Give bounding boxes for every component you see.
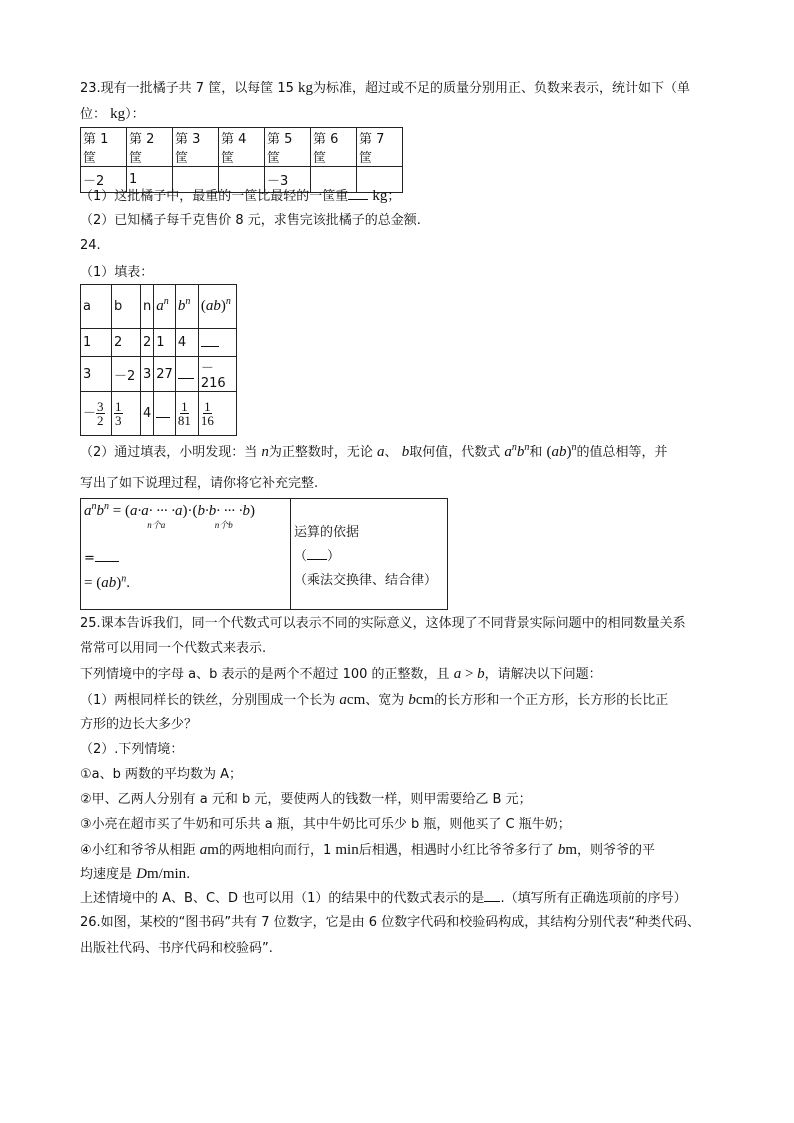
q24-power-table [80, 284, 237, 436]
q25-case-2: ②甲、乙两人分别有 a 元和 b 元，要使两人的钱数一样，则甲需要给乙 B 元； [80, 792, 532, 807]
cell: 4 [141, 392, 154, 436]
answer-blank [484, 889, 500, 902]
value-cell: －2 [81, 167, 127, 193]
text: .（填写所有正确选项前的序号） [500, 891, 687, 906]
q26-line1: 26.如图，某校的“图书码”共有 7 位数字，它是由 6 位数字代码和校验码构成，其结构分别代表“种类代码、 [80, 915, 700, 930]
paren-close: ） [327, 549, 341, 564]
header-ab-pow-n: (ab)$^n$ [198, 285, 236, 329]
caption-n-a: n个a [147, 520, 166, 530]
text: 后相遇，相遇时小红比爷爷多行了 [358, 843, 558, 858]
q25-line3 [80, 665, 602, 684]
cell-one-third [112, 392, 141, 436]
proof-step-3: = (ab)$^n$. [84, 573, 130, 591]
q25-case-4-line1: ④小红和爷爷从相距 am的两地相向而行，1 min后相遇，相遇时小红比爷爷多行了 bm，则爷爷的平 [80, 842, 656, 858]
answer-blank [201, 334, 219, 347]
cell: 4 [175, 329, 198, 357]
header-cell: 第 2 筐 [127, 128, 173, 167]
answer-blank [156, 405, 170, 418]
header-a: a [81, 285, 112, 329]
fraction [96, 400, 105, 427]
header-cell: 第 1 筐 [81, 128, 127, 167]
numerator: 1 [181, 399, 188, 414]
header-cell: 第 7 筐 [357, 128, 403, 167]
q25-case-3: ③小亮在超市买了牛奶和可乐共 a 瓶，其中牛奶比可乐少 b 瓶，则他买了 C 瓶牛奶； [80, 817, 571, 832]
var-a: a [377, 444, 385, 460]
answer-blank [95, 549, 119, 562]
proof-step-2 [84, 549, 119, 566]
numerator: 1 [115, 399, 122, 414]
var-n: n [261, 444, 269, 460]
q25-part1-line2: 方形的边长大多少？ [80, 717, 198, 732]
caption-n-b: n个b [214, 520, 233, 530]
header-cell: 第 4 筐 [219, 128, 265, 167]
q25-part2-label: （2）.下列情境： [80, 742, 184, 757]
q23-line2 [80, 105, 145, 124]
answer-blank-cell [175, 357, 198, 392]
header-n: n [141, 285, 154, 329]
cell: －216 [198, 357, 236, 392]
cell-one-81 [175, 392, 198, 436]
fraction [201, 400, 214, 427]
cell-one-16 [198, 392, 236, 436]
text: 取何值，代数式 [409, 445, 505, 460]
header-b: b [112, 285, 141, 329]
q24-part2-line2: 写出了如下说理过程，请你将它补充完整. [80, 476, 319, 491]
expr-ab-n: (ab)$^n$ [546, 442, 577, 460]
unit-kg: kg [298, 80, 314, 96]
text: 、宽为 [365, 693, 409, 708]
text: （2）通过填表，小明发现：当 [80, 445, 262, 460]
equals-sign: = [84, 551, 95, 566]
text: 的两地相向而行，1 [218, 843, 336, 858]
text: ，则爷爷的平 [577, 843, 656, 858]
var-b: b [557, 842, 566, 858]
value-cell: －3 [265, 167, 311, 193]
answer-blank [178, 366, 194, 379]
cell: 3 [81, 357, 112, 392]
q25-case-4-line2: 均速度是 Dm/min. [80, 866, 191, 882]
cell-neg-three-halves [81, 392, 112, 436]
unit-kg: kg [110, 106, 126, 122]
answer-blank-cell [198, 329, 236, 357]
q23-part1 [80, 187, 400, 206]
denominator: 16 [200, 413, 214, 428]
b-product: b·b· ··· ·b n个b [197, 503, 250, 530]
fraction [178, 400, 191, 427]
q25-part1-line1: （1）两根同样长的铁丝，分别围成一个长为 acm、宽为 bcm的长方形和一个正方形，长方形的长比正 [80, 692, 669, 708]
header-cell: 第 3 筐 [173, 128, 219, 167]
cell: 27 [154, 357, 176, 392]
proof-step-1: $a^nb^n$ = ( a·a· ··· ·a n个a )·( b·b· ··· ·b n个b ) [84, 501, 255, 530]
answer-blank [348, 187, 368, 200]
text: 为正整数时，无论 [268, 445, 378, 460]
q23-text-a: 23.现有一批橘子共 7 筐，以每筐 15 [80, 81, 299, 96]
q26-line2: 出版社代码、书序代码和校验码”. [80, 941, 273, 956]
text: 的长方形和一个正方形，长方形的长比正 [434, 693, 669, 708]
proof-box [80, 498, 448, 610]
cell: 3 [141, 357, 154, 392]
var-a: a [339, 692, 347, 708]
q23-part2: （2）已知橘子每千克售价 8 元，求售完该批橘子的总金额. [80, 213, 421, 228]
q23-unit-label: 位： [80, 107, 107, 122]
basis-title: 运算的依据 [294, 525, 360, 540]
var-b: b [408, 692, 416, 708]
answer-blank-cell [154, 392, 176, 436]
denominator: 2 [97, 413, 104, 428]
value-cell: 1 [127, 167, 173, 193]
a-product: a·a· ··· ·a n个a [129, 503, 183, 530]
cell: －2 [112, 357, 141, 392]
inequality-a-gt-b: a > b [453, 666, 485, 682]
basis-1 [294, 545, 340, 564]
cell: 1 [154, 329, 176, 357]
minus-sign: － [83, 406, 97, 421]
var-b: b [401, 444, 410, 460]
q25-line1: 25.课本告诉我们，同一个代数式可以表示不同的实际意义，这体现了不同背景实际问题中的相同数量关系 [80, 616, 686, 631]
header-a-pow-n: $a^n$ [154, 285, 176, 329]
q25-case-1: ①a、b 两数的平均数为 A； [80, 767, 243, 782]
q23-part1-text: （1）这批橘子中，最重的一筐比最轻的一筐重 [80, 189, 349, 204]
cell: 1 [81, 329, 112, 357]
cell: 2 [141, 329, 154, 357]
q23-text-b: 为标准，超过或不足的质量分别用正、负数来表示，统计如下（单 [313, 81, 691, 96]
numerator: 3 [97, 399, 104, 414]
answer-blank [307, 547, 327, 560]
text: 和 [529, 445, 547, 460]
text: 上述情境中的 A、B、C、D 也可以用（1）的结果中的代数式表示的是 [80, 891, 485, 906]
text: . [186, 867, 191, 882]
q25-line2: 常常可以用同一个代数式来表示. [80, 641, 267, 656]
paren-open: （ [294, 549, 308, 564]
fraction [114, 400, 123, 427]
denominator: 3 [115, 413, 122, 428]
text: ④小红和爷爷从相距 [80, 843, 200, 858]
proof-divider [290, 499, 291, 609]
q23-part1-end: ； [387, 189, 401, 204]
header-cell: 第 6 筐 [311, 128, 357, 167]
header-b-pow-n: $b^n$ [175, 285, 198, 329]
unit-kg: kg [372, 188, 388, 204]
text: ，请解决以下问题： [484, 667, 602, 682]
expr-anbn: $a^nb^n$ [504, 442, 530, 460]
denominator: 81 [177, 413, 191, 428]
header-cell: 第 5 筐 [265, 128, 311, 167]
text: 下列情境中的字母 a、b 表示的是两个不超过 100 的正整数，且 [80, 667, 454, 682]
text: 均速度是 [80, 867, 137, 882]
cell: 2 [112, 329, 141, 357]
numerator: 1 [204, 399, 211, 414]
q23-line1 [80, 79, 690, 98]
q25-final-question [80, 889, 687, 908]
basis-2: （乘法交换律、结合律） [294, 573, 438, 588]
text: 的值总相等，并 [576, 445, 668, 460]
q23-basket-table [80, 127, 403, 193]
text: （1）两根同样长的铁丝，分别围成一个长为 [80, 693, 340, 708]
q24-number: 24. [80, 238, 101, 253]
text: 、 [384, 445, 402, 460]
q23-unit-end: ）： [125, 107, 145, 122]
q24-part1: （1）填表： [80, 265, 154, 280]
var-D: D [136, 866, 147, 882]
var-a: a [199, 842, 208, 858]
q24-part2-line1 [80, 443, 667, 462]
